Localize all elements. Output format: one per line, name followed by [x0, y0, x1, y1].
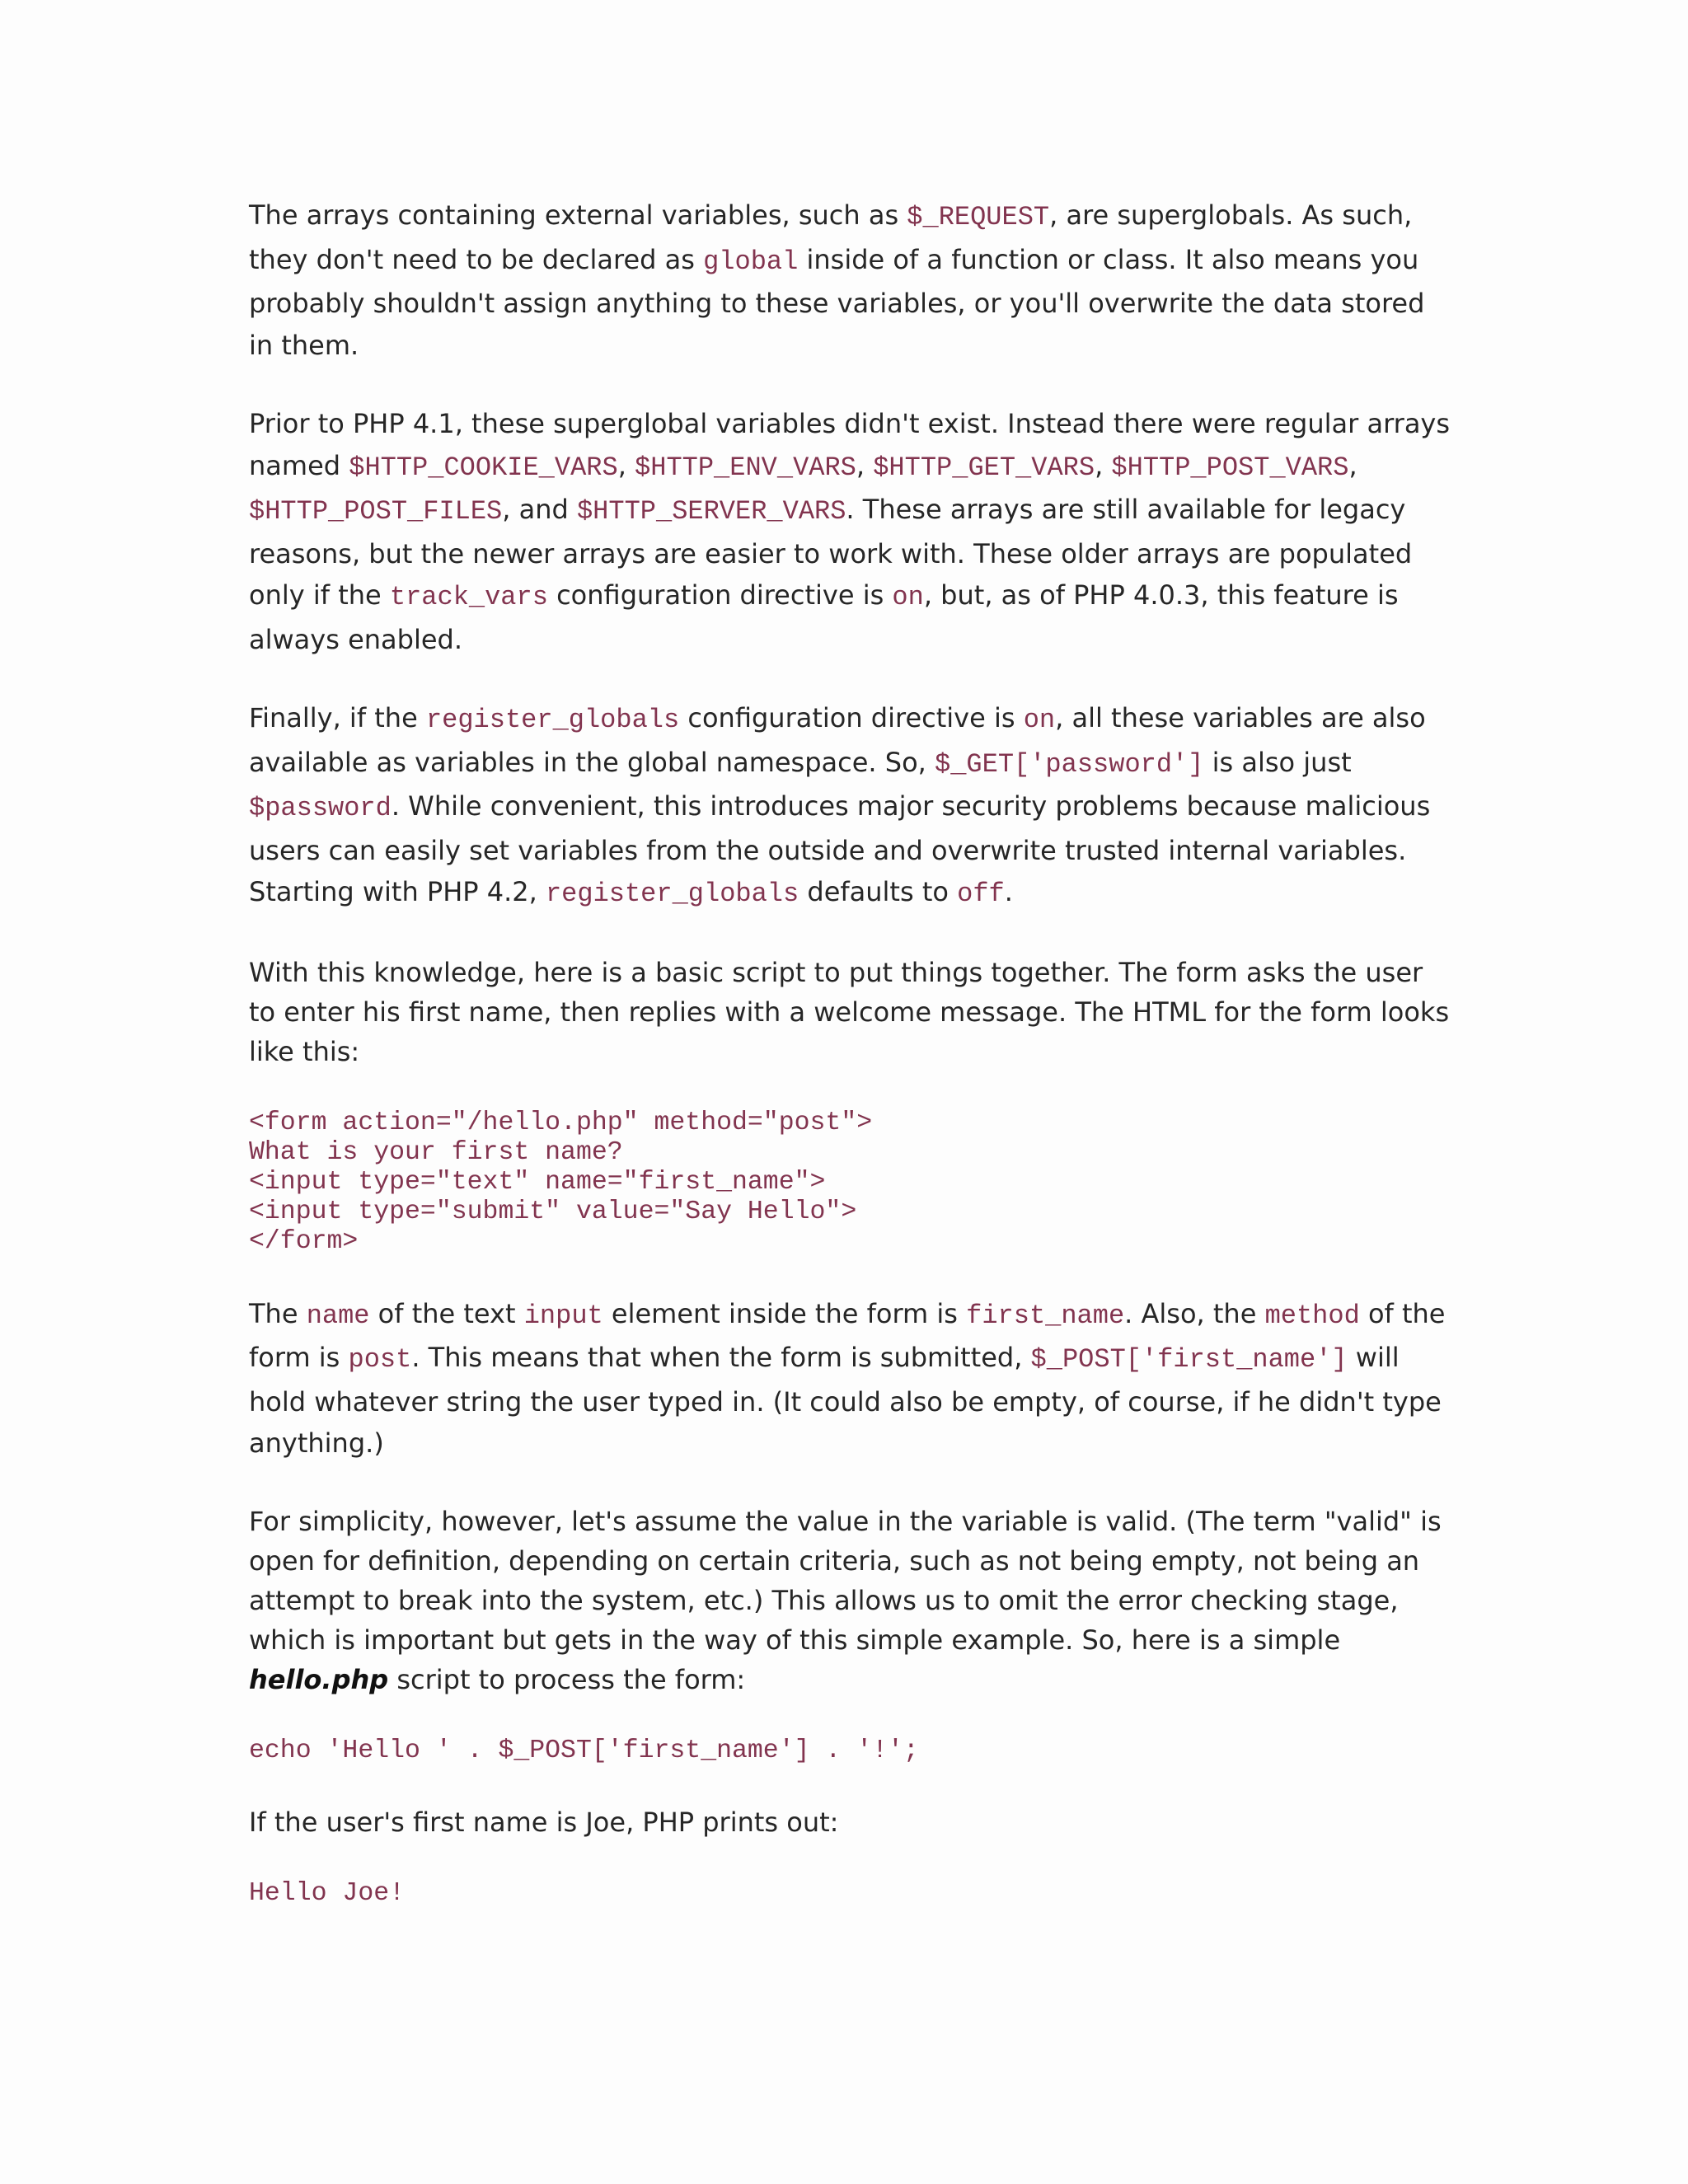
inline-code: name — [306, 1300, 370, 1331]
inline-code: off — [957, 879, 1005, 909]
inline-code: $_GET['password'] — [935, 748, 1204, 780]
text: , and — [502, 494, 577, 525]
text: of the text — [369, 1297, 524, 1329]
inline-code: $HTTP_POST_FILES — [249, 496, 503, 527]
text: configuration directive is — [547, 579, 893, 611]
code-block-echo — [249, 1736, 1452, 1766]
text: element inside the form is — [603, 1297, 967, 1329]
inline-code: $_POST['first_name'] — [1030, 1344, 1348, 1375]
inline-code: input — [523, 1300, 603, 1331]
text: For simplicity, however, let's assume the value in the variable is valid. (The term "valid" is open for definition, depending on certain criteria, such as not being empty, not being an attempt to break into the system, etc.) This allows us to omit the error checking stage, which is important but gets in the way of this simple example. So, here is a simple — [249, 1505, 1442, 1656]
inline-code: $HTTP_POST_VARS — [1111, 452, 1349, 483]
text: will hold whatever string the user typed in. (It could also be empty, of course, if he didn't type anything.) — [249, 1342, 1442, 1459]
text: . This means that when the form is submitted, — [411, 1342, 1031, 1373]
code-line: <form action="/hello.php" method="post"> — [249, 1108, 873, 1137]
inline-code: $HTTP_SERVER_VARS — [576, 496, 846, 527]
text: Prior to PHP 4.1, these superglobal variables didn't exist. Instead there were regular arrays named — [249, 408, 1451, 481]
document-page — [249, 194, 1452, 1945]
text: , — [617, 449, 635, 481]
text: script to process the form: — [388, 1663, 746, 1695]
paragraph-prints-out: If the user's first name is Joe, PHP prints out: — [249, 1806, 839, 1838]
filename-emphasis: hello.php — [249, 1663, 389, 1695]
inline-code: register_globals — [545, 879, 799, 909]
inline-code: track_vars — [389, 582, 548, 612]
text: The — [249, 1297, 307, 1329]
inline-code: $_REQUEST — [907, 202, 1050, 232]
text: . These arrays are still available for legacy reasons, but the newer arrays are easier to work with. These older arrays are populated only if the — [249, 494, 1413, 611]
inline-code: $password — [249, 793, 392, 823]
code-block-form — [249, 1108, 1452, 1257]
paragraph-superglobals — [249, 194, 1452, 366]
inline-code: on — [892, 582, 924, 612]
text: , but, as of PHP 4.0.3, this feature is always enabled. — [249, 579, 1399, 655]
inline-code: $HTTP_COOKIE_VARS — [349, 452, 618, 483]
text: , — [1095, 449, 1112, 481]
paragraph-simplicity — [249, 1502, 1452, 1699]
text: , — [856, 449, 874, 481]
inline-code: on — [1023, 705, 1056, 735]
text: defaults to — [799, 876, 958, 907]
code-block-output — [249, 1879, 1452, 1909]
inline-code: register_globals — [425, 705, 680, 735]
code-line: echo 'Hello ' . $_POST['first_name'] . '!'; — [249, 1736, 919, 1765]
paragraph-basic-script: With this knowledge, here is a basic script to put things together. The form asks the user to enter his first name, then replies with a welcome message. The HTML for the form looks like this: — [249, 956, 1450, 1067]
text: configuration directive is — [679, 702, 1024, 733]
code-line: What is your first name? — [249, 1137, 623, 1167]
code-line: <input type="text" name="first_name"> — [249, 1167, 826, 1197]
text: inside of a function or class. It also means you probably shouldn't assign anything to these variables, or you'll overwrite the data stored in them. — [249, 243, 1425, 361]
code-line: </form> — [249, 1226, 359, 1256]
code-line: Hello Joe! — [249, 1878, 406, 1908]
inline-code: method — [1264, 1300, 1360, 1331]
text: . While convenient, this introduces major security problems because malicious users can easily set variables from the outside and overwrite trusted internal variables. Starting with PHP 4.2, — [249, 790, 1431, 907]
text: . — [1004, 876, 1013, 907]
text: , all these variables are also available as variables in the global namespace. So, — [249, 702, 1426, 778]
code-line: <input type="submit" value="Say Hello"> — [249, 1197, 857, 1226]
text: , are superglobals. As such, they don't need to be declared as — [249, 199, 1413, 275]
text: . Also, the — [1124, 1297, 1265, 1329]
inline-code: post — [348, 1344, 412, 1375]
inline-code: $HTTP_ENV_VARS — [635, 452, 856, 483]
paragraph-form-fields — [249, 1293, 1452, 1465]
inline-code: first_name — [966, 1300, 1125, 1331]
inline-code: global — [703, 246, 799, 277]
inline-code: $HTTP_GET_VARS — [873, 452, 1095, 483]
text: Finally, if the — [249, 702, 426, 733]
text: of the form is — [249, 1297, 1446, 1373]
paragraph-legacy-arrays — [249, 403, 1452, 660]
text: is also just — [1203, 746, 1352, 778]
text: , — [1348, 449, 1357, 481]
text: The arrays containing external variables, such as — [249, 199, 907, 231]
paragraph-register-globals — [249, 697, 1452, 916]
